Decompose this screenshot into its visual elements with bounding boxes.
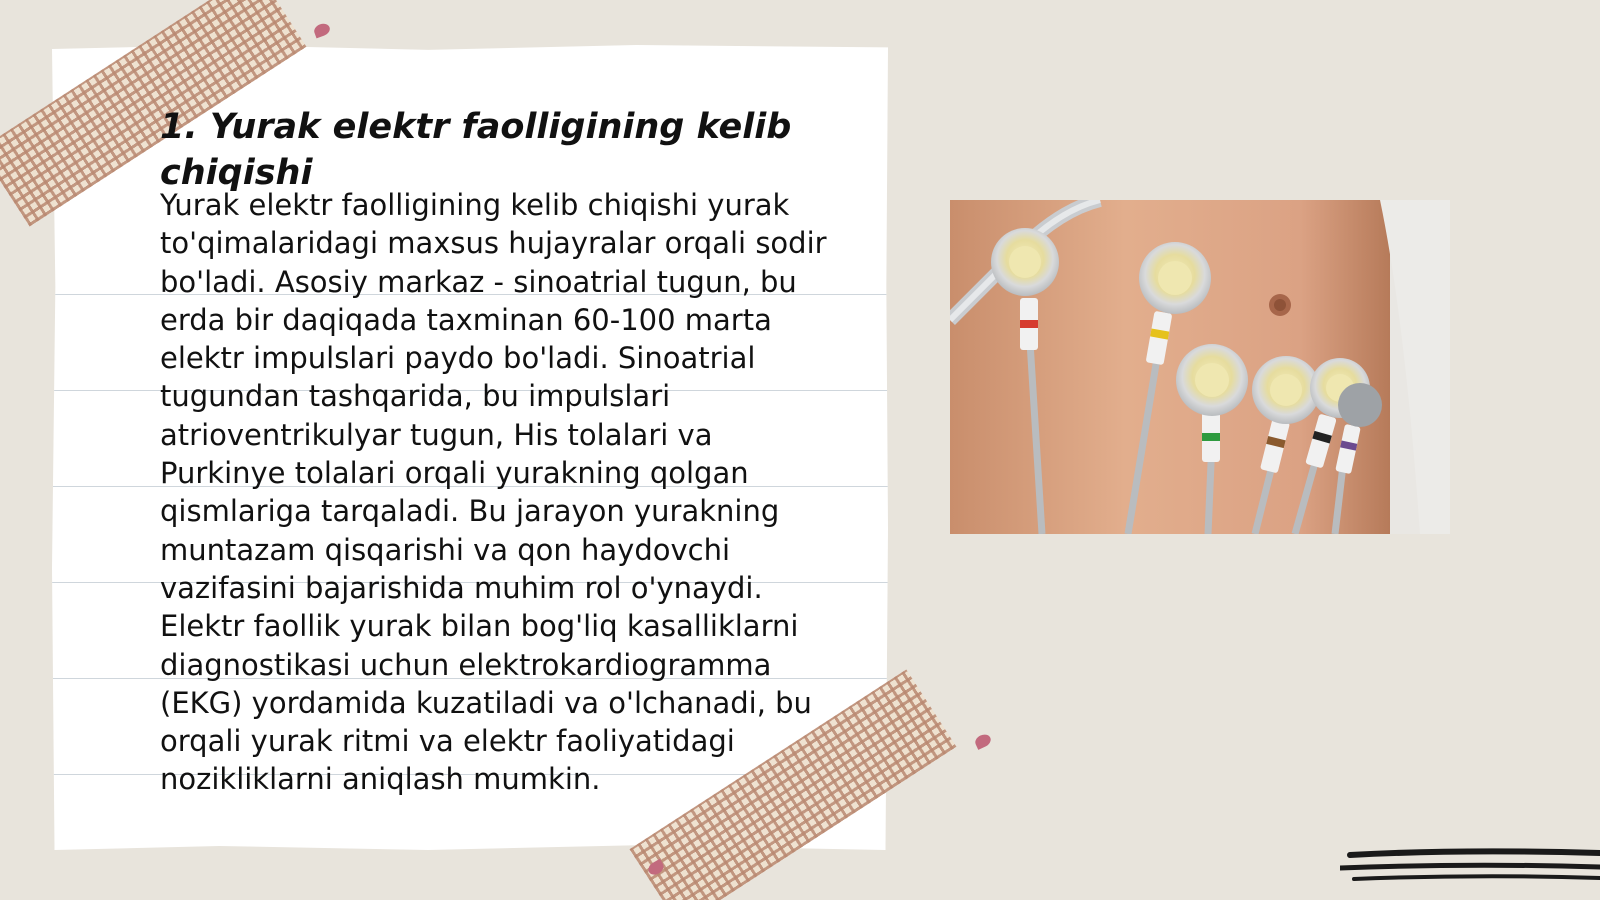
pin-icon [973, 732, 993, 750]
slide-body-text: Yurak elektr faolligining kelib chiqishi yurak to'qimalaridagi maxsus hujayralar orqali sodir bo'ladi. Asosiy markaz - sinoatrial tugun, bu erda bir daqiqada taxminan 60-100 marta elektr impulslari paydo bo'ladi. Sinoatrial tugundan tashqarida, bu impulslari atrioventrikulyar tugun, His tolalari va Purkinye tolalari orqali yurakning qolgan qismlariga tarqaladi. Bu jarayon yurakning muntazam qisqarishi va qon haydovchi vazifasini bajarishida muhim rol o'ynaydi. Elektr faollik yurak bilan bog'liq kasalliklarni diagnostikasi uchun elektrokardiogramma (EKG) yordamida kuzatiladi va o'lchanadi, bu orqali yurak ritmi va elektr faoliyatidagi nozikliklarni aniqlash mumkin. [160, 188, 827, 797]
pin-icon [312, 22, 331, 39]
slide-title: 1. Yurak elektr faolligining kelib chiqishi [160, 107, 792, 193]
decorative-strokes [1340, 843, 1600, 893]
ecg-electrodes-photo [950, 200, 1450, 534]
